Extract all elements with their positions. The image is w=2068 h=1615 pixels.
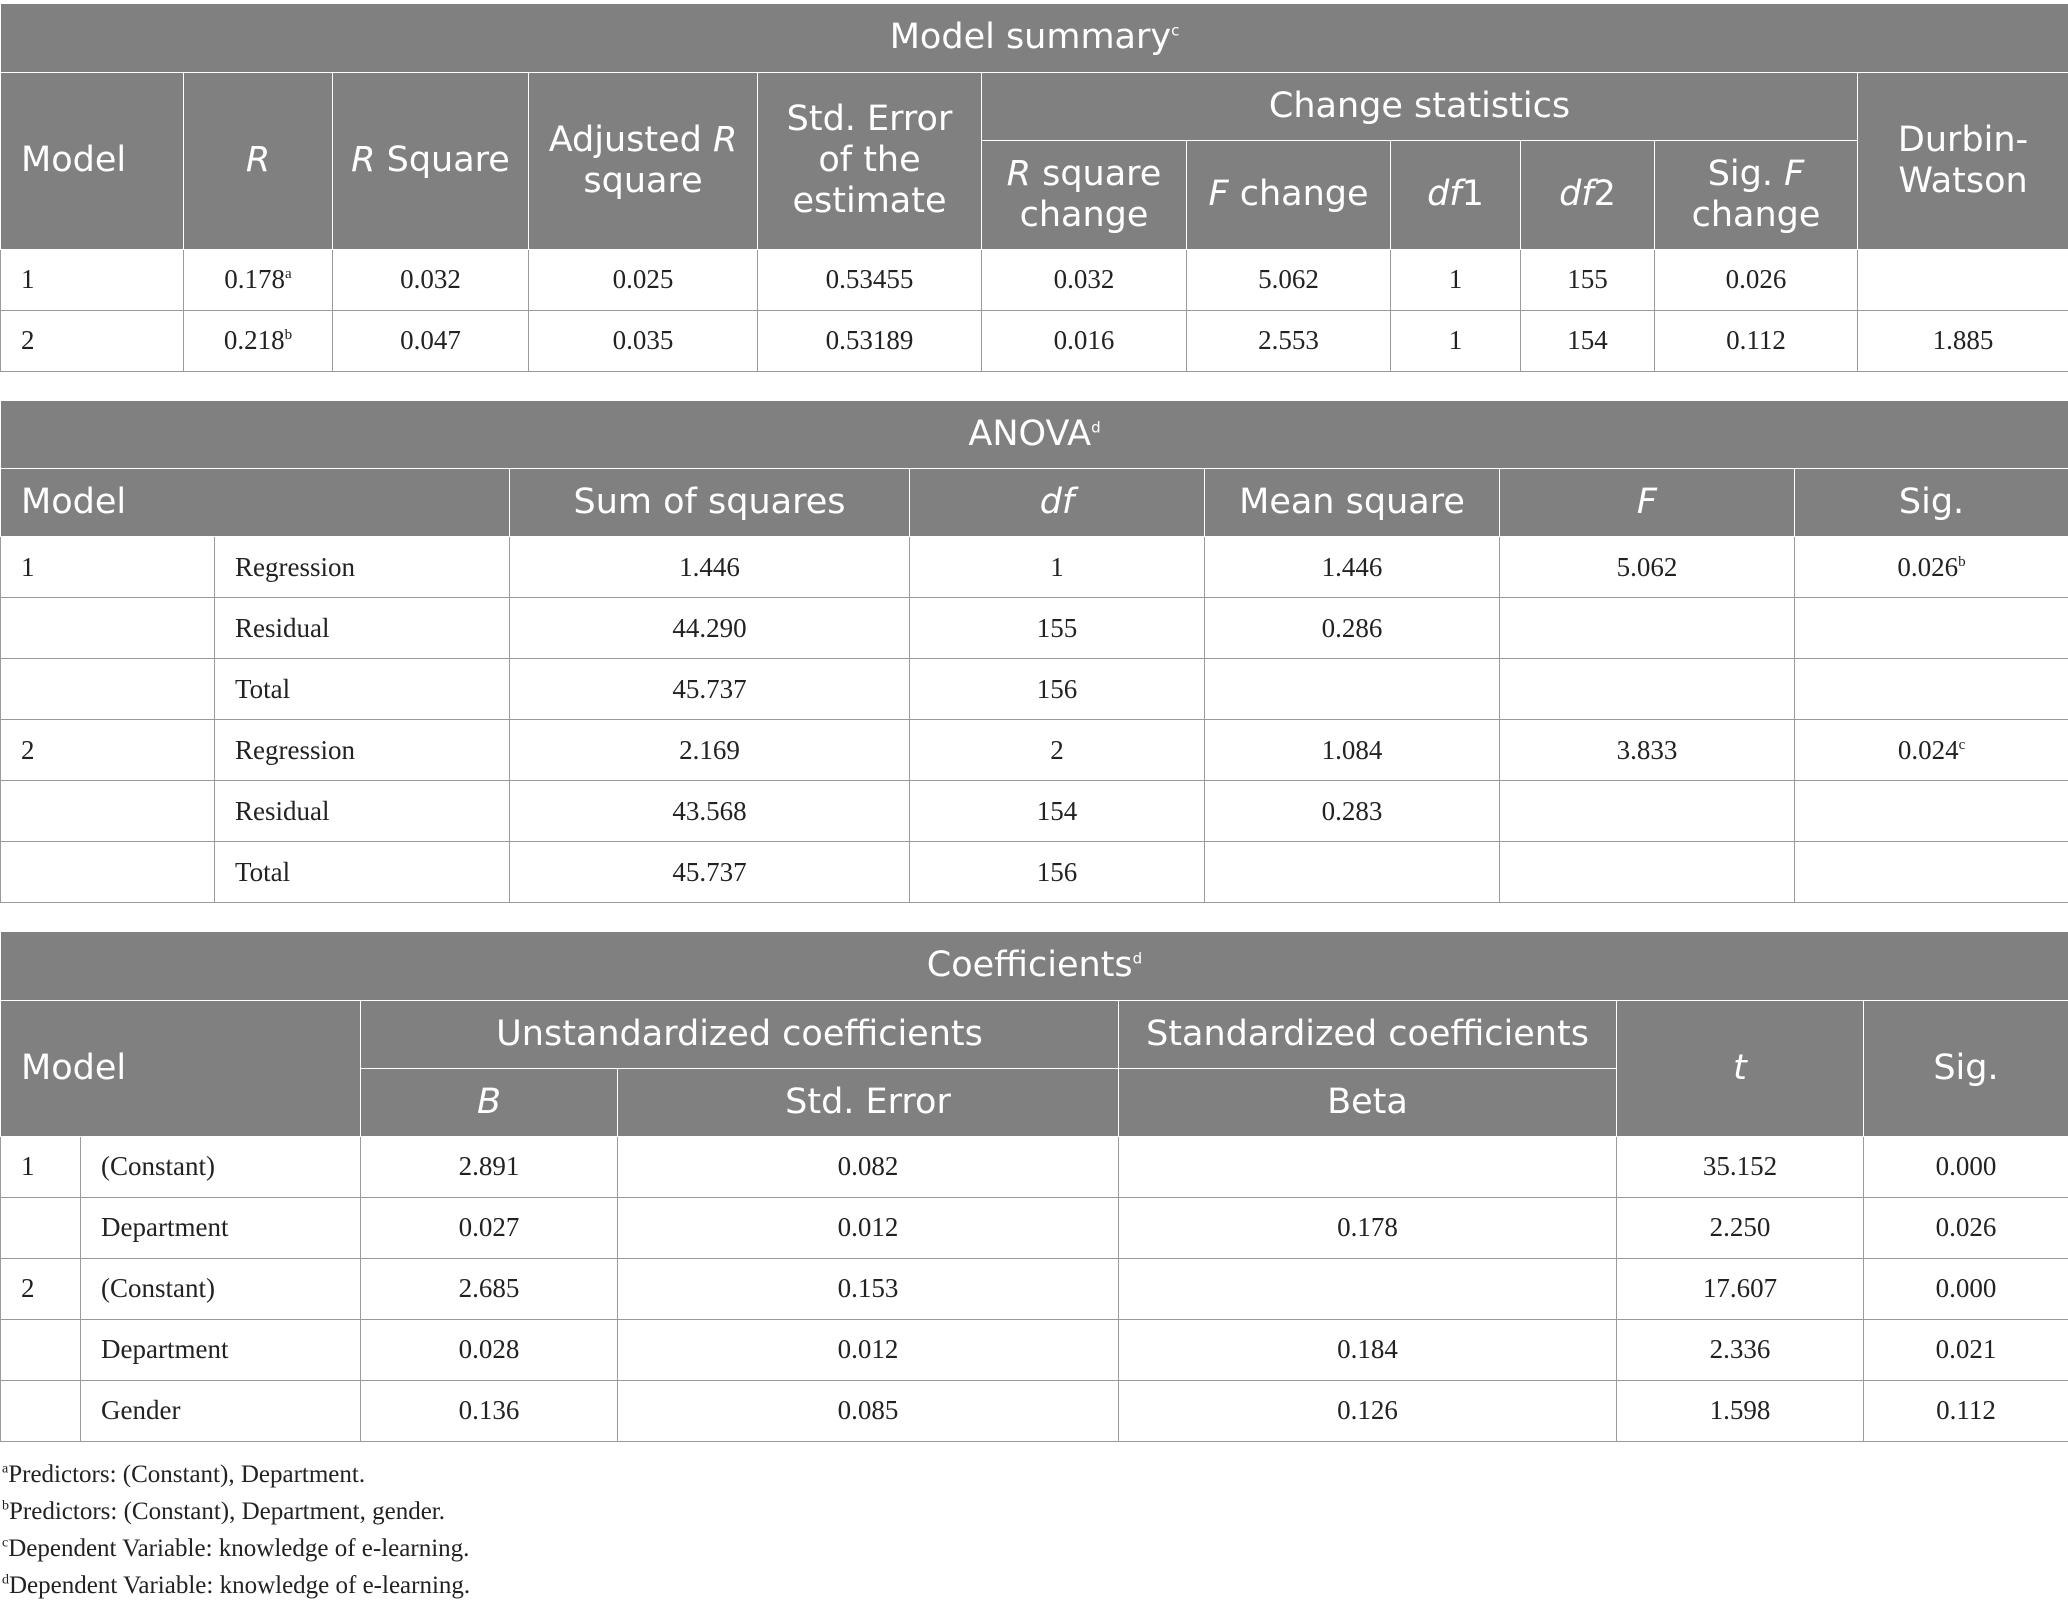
cell-sig: 0.021 [1864, 1319, 2068, 1380]
cell-source: Regression [215, 720, 510, 781]
cell-df: 1 [910, 537, 1205, 598]
cell-df: 2 [910, 720, 1205, 781]
table-row [1, 659, 2068, 720]
cell-std-error: 0.085 [618, 1380, 1119, 1441]
col-beta: Beta [1119, 1068, 1617, 1136]
col-model: Model [1, 72, 184, 249]
cell-t: 35.152 [1617, 1136, 1864, 1197]
footnotes [0, 1456, 2068, 1604]
cell-r-square-change: 0.016 [982, 310, 1187, 371]
col-b: B [361, 1068, 618, 1136]
footnote: $^a$Predictors: (Constant), Department. [2, 1460, 366, 1488]
col-std-error: Std. Error [618, 1068, 1119, 1136]
cell-df2: 155 [1521, 249, 1655, 310]
table-row [1, 1197, 2068, 1258]
col-durbin-watson: Durbin- Watson [1858, 72, 2068, 249]
cell-df: 155 [910, 598, 1205, 659]
cell-sum-of-squares: 43.568 [510, 781, 910, 842]
cell-model [1, 781, 215, 842]
col-group-unstandardized: Unstandardized coefficients [361, 1000, 1119, 1068]
cell-beta: 0.178 [1119, 1197, 1617, 1258]
cell-durbin-watson: 1.885 [1858, 310, 2068, 371]
cell-model: 2 [1, 1258, 81, 1319]
cell-model [1, 1197, 81, 1258]
cell-model: 2 [1, 720, 215, 781]
col-f-change: F change [1187, 140, 1391, 249]
col-model: Model [1, 469, 510, 537]
cell-f [1500, 842, 1795, 903]
table-row [1, 310, 2068, 371]
cell-df: 156 [910, 659, 1205, 720]
col-sig-f-change: Sig. F change [1655, 140, 1858, 249]
col-adjusted-r-square: Adjusted R square [529, 72, 758, 249]
cell-adjusted-r-square: 0.025 [529, 249, 758, 310]
col-t: t [1617, 1000, 1864, 1136]
cell-mean-square [1205, 842, 1500, 903]
footnote: $^d$Dependent Variable: knowledge of e-learning. [2, 1571, 471, 1599]
cell-f: 5.062 [1500, 537, 1795, 598]
cell-variable: Department [81, 1197, 361, 1258]
table-row [1, 781, 2068, 842]
cell-std-error: 0.53189 [758, 310, 982, 371]
cell-sig [1795, 598, 2068, 659]
cell-std-error: 0.012 [618, 1319, 1119, 1380]
footnote: $^c$Dependent Variable: knowledge of e-learning. [2, 1534, 470, 1562]
cell-source: Residual [215, 781, 510, 842]
table-row [1, 842, 2068, 903]
table-row [1, 1380, 2068, 1441]
cell-r-square: 0.032 [333, 249, 529, 310]
cell-sig-f-change: 0.112 [1655, 310, 1858, 371]
cell-sum-of-squares: 1.446 [510, 537, 910, 598]
cell-beta [1119, 1258, 1617, 1319]
cell-df1: 1 [1391, 249, 1521, 310]
cell-mean-square: 1.084 [1205, 720, 1500, 781]
col-f: F [1500, 469, 1795, 537]
cell-r: 0.178$^a$ [184, 249, 333, 310]
cell-sig: 0.000 [1864, 1258, 2068, 1319]
cell-sig [1795, 781, 2068, 842]
col-r: R [184, 72, 333, 249]
cell-f-change: 5.062 [1187, 249, 1391, 310]
col-mean-square: Mean square [1205, 469, 1500, 537]
cell-df: 154 [910, 781, 1205, 842]
col-df: df [910, 469, 1205, 537]
cell-f-change: 2.553 [1187, 310, 1391, 371]
cell-f [1500, 598, 1795, 659]
cell-beta [1119, 1136, 1617, 1197]
table-row [1, 598, 2068, 659]
cell-sig [1795, 659, 2068, 720]
cell-sig [1795, 842, 2068, 903]
cell-r-square: 0.047 [333, 310, 529, 371]
cell-t: 1.598 [1617, 1380, 1864, 1441]
model-summary-title: Model summary$^c$ [1, 4, 2068, 72]
cell-df2: 154 [1521, 310, 1655, 371]
cell-sum-of-squares: 45.737 [510, 842, 910, 903]
cell-model: 1 [1, 249, 184, 310]
cell-variable: Department [81, 1319, 361, 1380]
cell-source: Total [215, 842, 510, 903]
cell-sig: 0.000 [1864, 1136, 2068, 1197]
cell-t: 2.336 [1617, 1319, 1864, 1380]
cell-df1: 1 [1391, 310, 1521, 371]
cell-model [1, 1319, 81, 1380]
cell-sig: 0.024$^c$ [1795, 720, 2068, 781]
cell-model [1, 842, 215, 903]
coefficients-title: Coefficients$^d$ [1, 932, 2068, 1000]
cell-mean-square [1205, 659, 1500, 720]
cell-model: 1 [1, 1136, 81, 1197]
cell-sum-of-squares: 44.290 [510, 598, 910, 659]
cell-sig: 0.026 [1864, 1197, 2068, 1258]
cell-f [1500, 781, 1795, 842]
col-std-error-estimate: Std. Error of the estimate [758, 72, 982, 249]
cell-variable: (Constant) [81, 1258, 361, 1319]
cell-durbin-watson [1858, 249, 2068, 310]
col-r-square: R Square [333, 72, 529, 249]
col-group-change-statistics: Change statistics [982, 72, 1858, 140]
cell-t: 17.607 [1617, 1258, 1864, 1319]
cell-std-error: 0.53455 [758, 249, 982, 310]
col-model: Model [1, 1000, 361, 1136]
col-df1: df1 [1391, 140, 1521, 249]
cell-variable: Gender [81, 1380, 361, 1441]
anova-title: ANOVA$^d$ [1, 401, 2068, 469]
col-sig: Sig. [1795, 469, 2068, 537]
coefficients-table [0, 932, 2068, 1442]
cell-r: 0.218$^b$ [184, 310, 333, 371]
cell-t: 2.250 [1617, 1197, 1864, 1258]
cell-sum-of-squares: 45.737 [510, 659, 910, 720]
cell-mean-square: 1.446 [1205, 537, 1500, 598]
cell-variable: (Constant) [81, 1136, 361, 1197]
table-row [1, 720, 2068, 781]
cell-b: 2.891 [361, 1136, 618, 1197]
cell-sig: 0.026$^b$ [1795, 537, 2068, 598]
table-row [1, 537, 2068, 598]
cell-f [1500, 659, 1795, 720]
cell-b: 0.028 [361, 1319, 618, 1380]
col-r-square-change: R square change [982, 140, 1187, 249]
table-row [1, 1136, 2068, 1197]
cell-r-square-change: 0.032 [982, 249, 1187, 310]
cell-beta: 0.184 [1119, 1319, 1617, 1380]
col-group-standardized: Standardized coefficients [1119, 1000, 1617, 1068]
cell-source: Total [215, 659, 510, 720]
cell-model: 1 [1, 537, 215, 598]
table-row [1, 1258, 2068, 1319]
cell-model [1, 659, 215, 720]
cell-df: 156 [910, 842, 1205, 903]
table-row [1, 249, 2068, 310]
cell-adjusted-r-square: 0.035 [529, 310, 758, 371]
col-df2: df2 [1521, 140, 1655, 249]
col-sum-of-squares: Sum of squares [510, 469, 910, 537]
table-row [1, 1319, 2068, 1380]
cell-sig-f-change: 0.026 [1655, 249, 1858, 310]
cell-model [1, 1380, 81, 1441]
anova-table [0, 401, 2068, 904]
cell-mean-square: 0.283 [1205, 781, 1500, 842]
cell-mean-square: 0.286 [1205, 598, 1500, 659]
cell-model [1, 598, 215, 659]
col-sig: Sig. [1864, 1000, 2068, 1136]
model-summary-table [0, 4, 2068, 372]
cell-b: 0.136 [361, 1380, 618, 1441]
cell-std-error: 0.012 [618, 1197, 1119, 1258]
cell-b: 0.027 [361, 1197, 618, 1258]
cell-model: 2 [1, 310, 184, 371]
cell-std-error: 0.153 [618, 1258, 1119, 1319]
cell-b: 2.685 [361, 1258, 618, 1319]
cell-source: Regression [215, 537, 510, 598]
cell-beta: 0.126 [1119, 1380, 1617, 1441]
cell-source: Residual [215, 598, 510, 659]
cell-sig: 0.112 [1864, 1380, 2068, 1441]
footnote: $^b$Predictors: (Constant), Department, gender. [2, 1497, 445, 1525]
cell-f: 3.833 [1500, 720, 1795, 781]
cell-std-error: 0.082 [618, 1136, 1119, 1197]
cell-sum-of-squares: 2.169 [510, 720, 910, 781]
